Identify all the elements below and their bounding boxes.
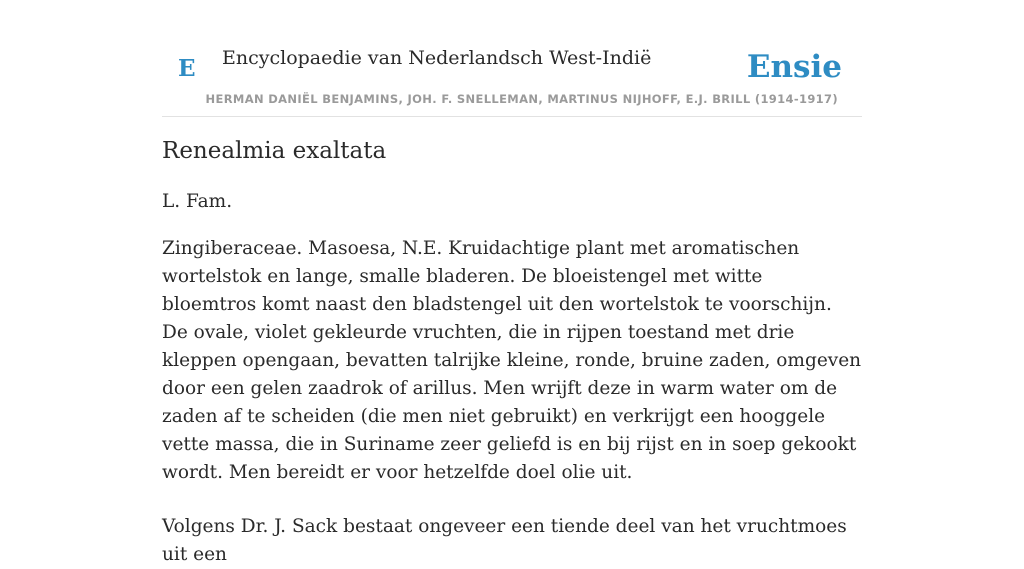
encyclopedia-header — [162, 40, 862, 117]
article — [162, 137, 862, 569]
article-paragraph: Zingiberaceae. Masoesa, N.E. Kruidachtige plant met aromatischen wortelstok en lange, smalle bladeren. De bloeistengel met witte bloemtros komt naast den bladstengel uit den wortelstok te voorschijn. De ovale, violet gekleurde vruchten, die in rijpen toestand met drie kleppen opengaan, bevatten talrijke kleine, ronde, bruine zaden, omgeven door een gelen zaadrok of arillus. Men wrijft deze in warm water om de zaden af te scheiden (die men niet gebruikt) en verkrijgt een hooggele vette massa, die in Suriname zeer geliefd is en bij rijst en in soep gekookt wordt. Men bereidt er voor hetzelfde doel olie uit. — [162, 237, 862, 483]
article-paragraph: Volgens Dr. J. Sack bestaat ongeveer een tiende deel van het vruchtmoes uit een — [162, 515, 847, 565]
article-paragraph: L. Fam. — [162, 190, 233, 212]
encyclopedia-byline: HERMAN DANIËL BENJAMINS, JOH. F. SNELLEMAN, MARTINUS NIJHOFF, E.J. BRILL (1914-1917) — [205, 92, 838, 106]
encyclopedia-logo-icon[interactable]: E — [178, 55, 196, 82]
article-title: Renealmia exaltata — [162, 138, 387, 164]
ensie-brand-link[interactable]: Ensie — [746, 49, 842, 85]
encyclopedia-title[interactable]: Encyclopaedie van Nederlandsch West-Indië — [222, 47, 652, 69]
